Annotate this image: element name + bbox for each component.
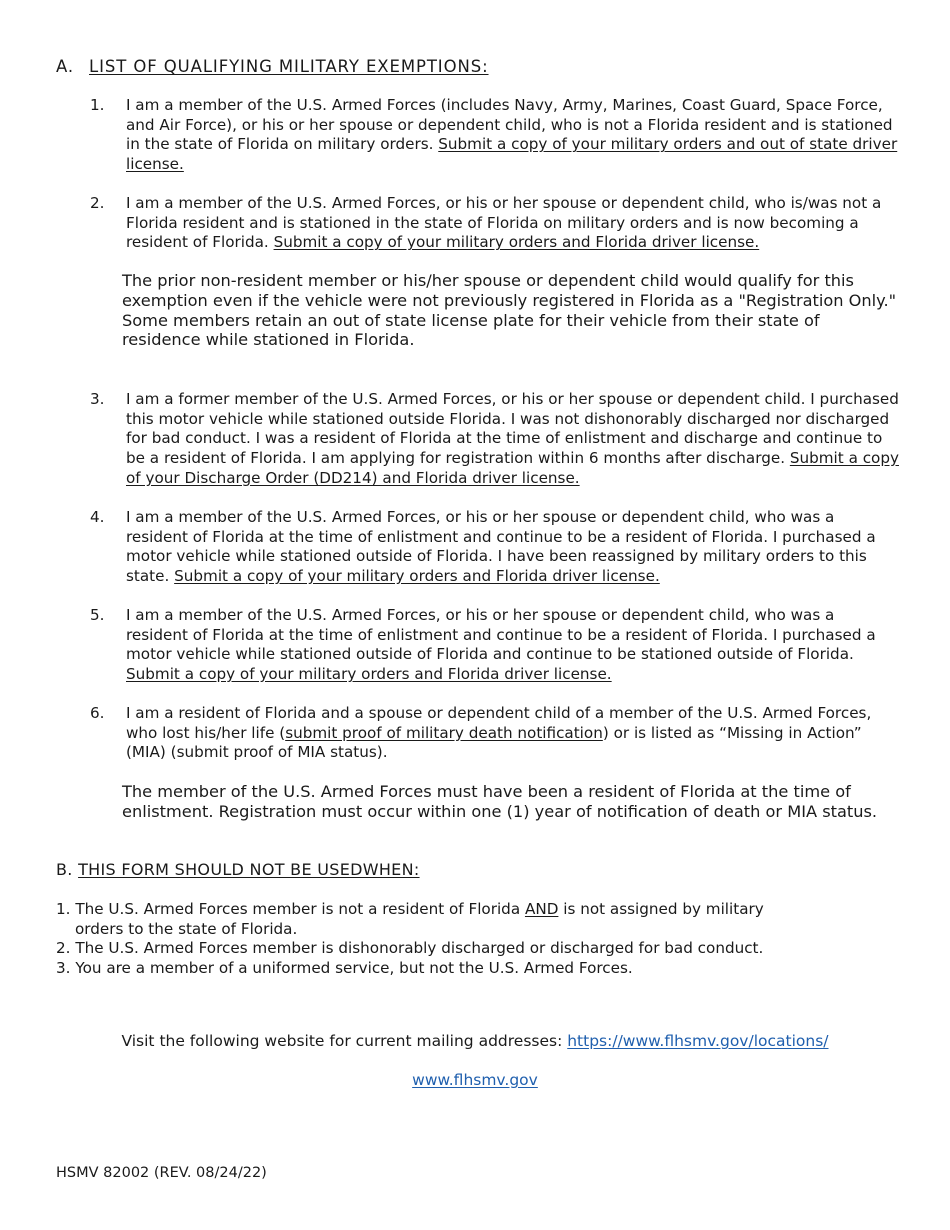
- list-item-text: is not assigned by military orders to the state of Florida.: [75, 900, 764, 938]
- item-requirement: submit proof of military death notification: [285, 723, 603, 742]
- item-text-after: ) or is listed as “Missing in Action” (MIA) (submit proof of MIA status).: [126, 723, 862, 762]
- locations-link[interactable]: https://www.flhsmv.gov/locations/: [567, 1032, 829, 1050]
- item-text: I am a member of the U.S. Armed Forces, or his or her spouse or dependent child, who is/was not a Florida resident and is stationed in the state of Florida on military orders and is now becoming a resident of Florida.: [126, 194, 882, 252]
- item-number: 1.: [90, 96, 105, 114]
- item-number: 3.: [90, 390, 105, 408]
- item-text: I am a resident of Florida and a spouse or dependent child of a member of the U.S. Armed Forces, who lost his/her life (: [126, 704, 872, 742]
- section-a-title: LIST OF QUALIFYING MILITARY EXEMPTIONS:: [89, 57, 489, 76]
- section-a-heading: [56, 57, 489, 76]
- exemption-item-2: [90, 194, 900, 253]
- exemption-item-4: [90, 508, 900, 587]
- note-after-item-2: The prior non-resident member or his/her spouse or dependent child would qualify for this exemption even if the vehicle were not previously registered in Florida as a "Registration Only." Some members retain an out of state license plate for their vehicle from their state of residence while stationed in Florida.: [122, 271, 897, 350]
- section-a-letter: A.: [56, 57, 75, 76]
- site-link-line: [0, 1071, 950, 1089]
- exemption-item-5: [90, 606, 900, 685]
- note-after-item-6: The member of the U.S. Armed Forces must have been a resident of Florida at the time of enlistment. Registration must occur within one (1) year of notification of death or MIA status.: [122, 782, 878, 821]
- and-emphasis: AND: [524, 900, 559, 918]
- item-requirement: Submit a copy of your military orders and Florida driver license.: [273, 233, 760, 252]
- exemption-item-1: [90, 96, 900, 175]
- section-b-heading: [56, 860, 420, 879]
- exemption-item-6: [90, 704, 900, 763]
- item-number: 2.: [90, 194, 105, 212]
- item-text: I am a member of the U.S. Armed Forces, or his or her spouse or dependent child, who was a resident of Florida at the time of enlistment and continue to be a resident of Florida. I purchased a motor vehicle while stationed outside of Florida and continue to be stationed outside of Florida.: [126, 606, 876, 664]
- section-b-letter: B.: [56, 860, 73, 879]
- item-requirement: Submit a copy of your military orders and Florida driver license.: [126, 665, 612, 684]
- item-number: 4.: [90, 508, 105, 526]
- list-item: 2. The U.S. Armed Forces member is dishonorably discharged or discharged for bad conduct.: [56, 939, 764, 958]
- item-number: 6.: [90, 704, 105, 722]
- item-text: I am a member of the U.S. Armed Forces (includes Navy, Army, Marines, Coast Guard, Space Force, and Air Force), or his or her spouse or dependent child, who is not a Florida resident and is stationed in the state of Florida on military orders.: [126, 96, 893, 154]
- list-item: [56, 900, 816, 939]
- visit-text: Visit the following website for current mailing addresses:: [121, 1032, 568, 1050]
- exemption-item-3: [90, 390, 900, 489]
- item-requirement: Submit a copy of your Discharge Order (DD214) and Florida driver license.: [126, 449, 899, 487]
- form-number-footer: HSMV 82002 (REV. 08/24/22): [56, 1165, 267, 1181]
- list-item-text: 1. The U.S. Armed Forces member is not a resident of Florida: [56, 900, 525, 918]
- section-b-title: THIS FORM SHOULD NOT BE USEDWHEN:: [78, 860, 420, 879]
- item-text: I am a former member of the U.S. Armed Forces, or his or her spouse or dependent child. I purchased this motor vehicle while stationed outside Florida. I was not dishonorably discharged nor discharged for bad conduct. I was a resident of Florida at the time of enlistment and discharge and continue to be a resident of Florida. I am applying for registration within 6 months after discharge.: [126, 390, 899, 468]
- item-requirement: Submit a copy of your military orders and out of state driver license.: [126, 135, 898, 174]
- item-number: 5.: [90, 606, 105, 624]
- flhsmv-link[interactable]: www.flhsmv.gov: [412, 1071, 538, 1089]
- not-used-when-list: [56, 900, 816, 978]
- item-text: I am a member of the U.S. Armed Forces, or his or her spouse or dependent child, who was a resident of Florida at the time of enlistment and continue to be a resident of Florida. I purchased a motor vehicle while stationed outside of Florida. I have been reassigned by military orders to this state.: [126, 508, 876, 586]
- item-requirement: Submit a copy of your military orders and Florida driver license.: [174, 567, 660, 586]
- visit-website-line: [0, 1032, 950, 1050]
- list-item: 3. You are a member of a uniformed service, but not the U.S. Armed Forces.: [56, 958, 633, 977]
